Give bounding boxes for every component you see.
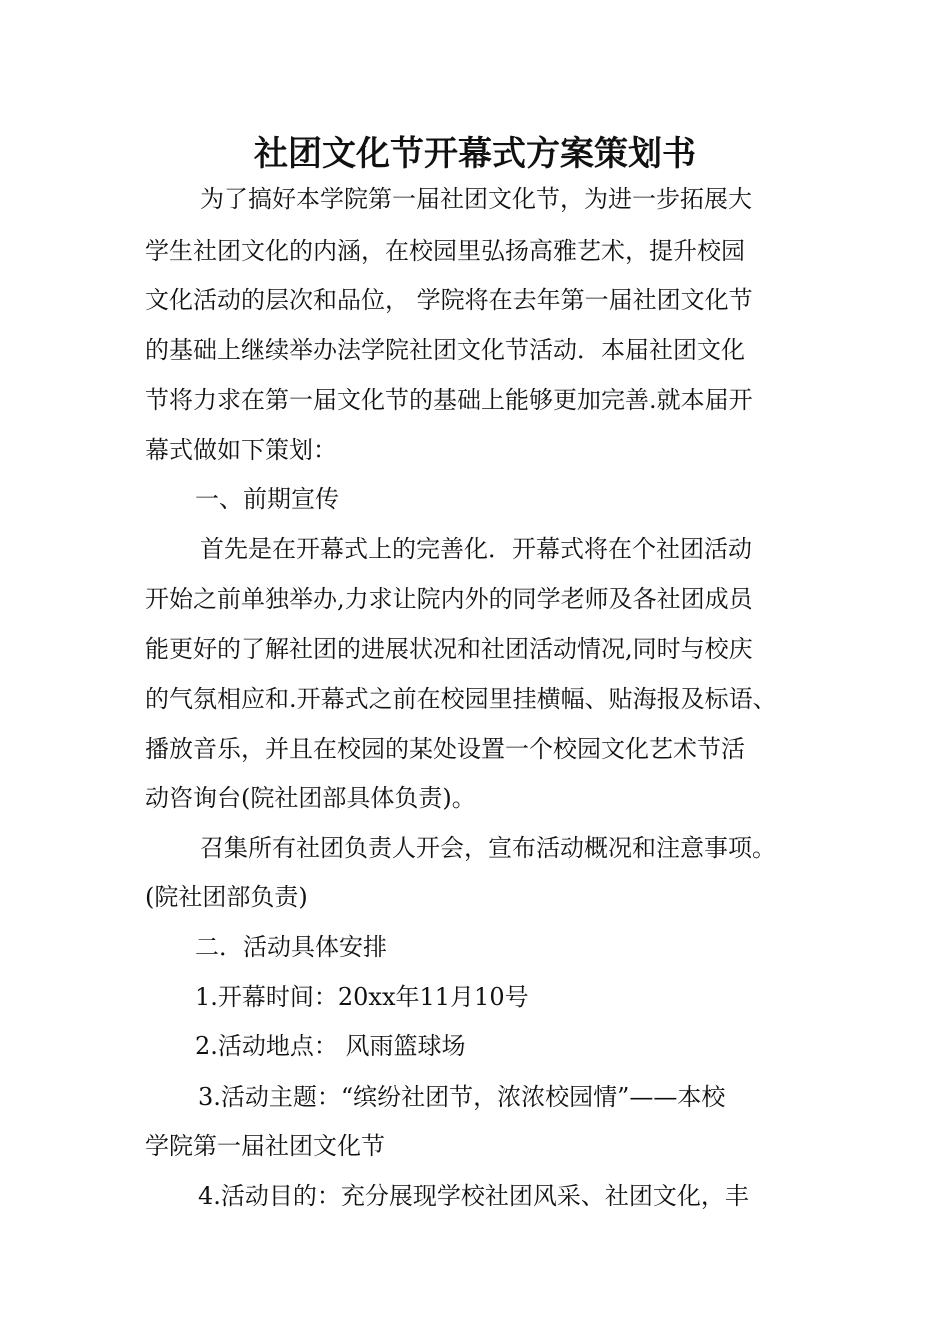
paragraph-line-2: 学生社团文化的内涵，在校园里弘扬高雅艺术，提升校园 xyxy=(145,237,745,265)
item-opening-time: 1.开幕时间：20xx年11月10号 xyxy=(195,983,529,1011)
paragraph-line-3: 文化活动的层次和品位， 学院将在去年第一届社团文化节 xyxy=(145,286,753,314)
section-heading-arrangement: 二．活动具体安排 xyxy=(195,933,387,961)
paragraph-line-11: 播放音乐，并且在校园的某处设置一个校园文化艺术节活 xyxy=(145,735,745,763)
document-title: 社团文化节开幕式方案策划书 xyxy=(254,134,696,174)
item-purpose: 4.活动目的：充分展现学校社团风采、社团文化，丰 xyxy=(198,1182,749,1210)
item-venue: 2.活动地点： 风雨篮球场 xyxy=(195,1032,466,1060)
item-theme: 3.活动主题：“缤纷社团节，浓浓校园情”——本校 xyxy=(198,1083,726,1111)
paragraph-line-6: 幕式做如下策划： xyxy=(145,436,337,464)
paragraph-line-9: 能更好的了解社团的进展状况和社团活动情况,同时与校庆 xyxy=(145,635,753,663)
paragraph-line-12: 动咨询台(院社团部具体负责)。 xyxy=(145,784,476,812)
paragraph-line-14: (院社团部负责) xyxy=(145,883,308,911)
paragraph-line-8: 开始之前单独举办,力求让院内外的同学老师及各社团成员 xyxy=(145,585,753,613)
paragraph-line-1: 为了搞好本学院第一届社团文化节，为进一步拓展大 xyxy=(200,185,752,213)
paragraph-line-7: 首先是在开幕式上的完善化．开幕式将在个社团活动 xyxy=(200,535,752,563)
paragraph-line-13: 召集所有社团负责人开会，宣布活动概况和注意事项。 xyxy=(200,834,776,862)
paragraph-line-4: 的基础上继续举办法学院社团文化节活动．本届社团文化 xyxy=(145,336,745,364)
paragraph-line-5: 节将力求在第一届文化节的基础上能够更加完善.就本届开 xyxy=(145,386,753,414)
item-theme-cont: 学院第一届社团文化节 xyxy=(145,1132,385,1160)
paragraph-line-10: 的气氛相应和.开幕式之前在校园里挂横幅、贴海报及标语、 xyxy=(145,685,777,713)
section-heading-publicity: 一、前期宣传 xyxy=(195,485,339,513)
